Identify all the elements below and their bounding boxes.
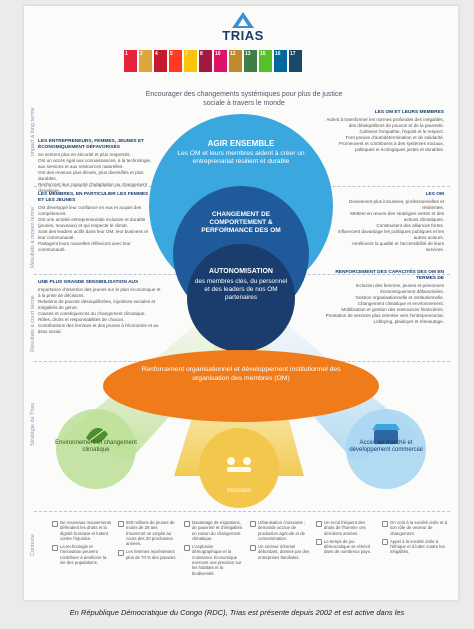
right-block-heading: LES OM ET LEURS MEMBRES	[374, 110, 444, 115]
right-block-impact	[326, 110, 444, 153]
left-block-line: Ont un accès égal aux connaissances, à la technologie, aux services et aux ressources naturelles.	[38, 158, 152, 169]
context-column	[52, 520, 112, 568]
infographic-page	[24, 6, 458, 600]
context-column	[184, 520, 244, 579]
sdg-goal-icon: 13	[244, 50, 257, 72]
left-block-court	[38, 280, 162, 335]
right-block-line: Deviennent plus inclusives, professionnelles et résilientes.	[349, 199, 444, 210]
context-icon	[250, 545, 256, 551]
left-block-moyen	[38, 192, 152, 253]
sdg-goal-icon: 10	[214, 50, 227, 72]
left-block-line: Importance d'insertion des jeunes sur le plan économique et à la prise de décisions.	[38, 287, 161, 298]
right-block-line: Améliorent la qualité et l'accessibilité de leurs services.	[351, 241, 444, 252]
context-column	[382, 520, 448, 558]
pillar-label-left: Environnement et changement climatique	[55, 440, 137, 453]
context-text: Le temps de jeu démocratique se rétrécit dans de nombreux pays.	[324, 538, 372, 555]
left-block-heading: UNE PLUS GRANDE SENSIBILISATION AUX	[38, 280, 139, 285]
context-text: Un recul fréquent des droits de l'homme ces dernières années.	[324, 520, 366, 536]
context-section	[52, 520, 454, 598]
context-column	[250, 520, 310, 563]
left-block-heading: LES ENTREPRENEURS, FEMMES, JEUNES ET ÉCONOMIQUEMENT DÉFAVORISÉS	[38, 139, 145, 150]
context-text: Un secteur informel débordant, dominé par des entreprises familiales.	[258, 544, 310, 560]
left-block-line: Relations de pouvoir déséquilibrées, injustices sociales et inégalités de genre.	[38, 299, 156, 310]
left-block-line: Contributions des femmes et des jeunes à l'économie et au tissu social.	[38, 323, 159, 334]
sdg-goal-icon: 2	[139, 50, 152, 72]
right-block-court	[324, 270, 444, 325]
sdg-goal-icon: 15	[259, 50, 272, 72]
right-block-line: Aident à transformer les normes profondes des inégalités, des déséquilibres de pouvoir et de la pauvreté.	[326, 117, 444, 128]
sdg-goal-icon: 16	[274, 50, 287, 72]
context-text: On croit à la société civile et à son rôle de vecteur de changement.	[390, 520, 448, 536]
left-block-line: Ont une activité entrepreneuriale inclusive et durable (jeunes, nouveaux) et qui respecte le climat.	[38, 217, 146, 228]
sdg-goal-icon: 1	[124, 50, 137, 72]
left-block-line: Causes et conséquences du changement climatique.	[38, 311, 146, 316]
sdg-goal-icon: 8	[199, 50, 212, 72]
side-label-moyen: Résultats à moyen terme	[30, 206, 36, 268]
side-label-impact: Impact à long terme	[30, 107, 36, 156]
brand-name: TRIAS	[222, 28, 264, 43]
context-icon	[118, 550, 124, 556]
right-block-line: Font preuve d'autodétermination et de solidarité.	[345, 135, 444, 140]
right-block-line: Cultivent l'empathie, l'équité et le respect.	[359, 129, 444, 134]
context-text: De nouveaux mouvements défendent les droits et la dignité humaine et luttent contre l'injustice.	[60, 520, 112, 541]
pillar-label-right: Accès au marché et développement commercial	[349, 440, 423, 453]
right-block-heading: LES OM	[425, 192, 444, 197]
right-block-line: Gestion organisationnelle et institutionnelle.	[355, 295, 444, 300]
headline: Encourager des changements systémiques pour plus de justice sociale à travers le monde	[145, 91, 343, 107]
left-block-line: Se sentent plus en sécurité et plus respectés.	[38, 152, 131, 157]
context-icon	[316, 521, 322, 527]
ellipse-text: Renforcement organisationnel et développement institutionnel des organisation des membres (OM)	[141, 366, 341, 382]
right-block-line: Prestation de services plus orientée vers l'entrepreneuriat.	[325, 313, 444, 318]
context-icon	[250, 521, 256, 527]
orange-ellipse	[103, 350, 379, 422]
context-icon	[184, 545, 190, 551]
stack-mid-title: CHANGEMENT DE COMPORTEMENT & PERFORMANCE DES OM	[201, 211, 281, 234]
left-block-line: Rôles, droits et responsabilités de chacun.	[38, 317, 125, 322]
context-text: 500 millions de jeunes de moins de 29 ans trouveront un emploi au cours des 20 prochaines années.	[126, 520, 175, 547]
context-icon	[52, 521, 58, 527]
context-icon	[52, 545, 58, 551]
context-text: Davantage de migrations, de pauvreté et d'inégalités en raison du changement climatique.	[192, 520, 243, 541]
stack-top	[174, 139, 308, 166]
context-icon	[316, 539, 322, 545]
page-caption: En République Démocratique du Congo (RDC), Trias est présente depuis 2002 et est active dans les	[69, 608, 405, 617]
context-icon	[382, 539, 388, 545]
stack-top-title: AGIR ENSEMBLE	[207, 139, 275, 148]
right-block-line: Construisent des alliances fortes.	[376, 223, 444, 228]
context-text: La technologie et l'innovation peuvent contribuer à améliorer la vie des populations.	[60, 544, 107, 566]
side-label-court: Résultats à court terme	[30, 295, 36, 352]
left-block-heading: LES MEMBRES, EN PARTICULIER LES FEMMES ET LES JEUNES	[38, 192, 149, 203]
context-column	[118, 520, 178, 563]
right-block-line: Influencent davantage les politiques publiques et les autres acteurs.	[337, 229, 444, 240]
side-label-strategie: Stratégie de Trias	[30, 402, 36, 446]
left-block-line: Sont des leaders actifs dans leur OM, leur business et leur communauté.	[38, 229, 149, 240]
pillar-label-center: Inclusion	[227, 488, 251, 494]
sdg-goal-icon: 7	[184, 50, 197, 72]
sdg-goal-icon: 5	[169, 50, 182, 72]
stack-low	[194, 268, 288, 302]
context-icon	[118, 521, 124, 527]
right-block-line: Promeuvent et contribuent à des systèmes sociaux, politiques et écologiques justes et durables.	[338, 141, 444, 152]
context-text: Appel à la société civile à l'éthique et à lutter contre les inégalités.	[390, 538, 445, 555]
sdg-goal-icon: 12	[229, 50, 242, 72]
right-block-line: Inclusion des femmes, jeunes et personnes économiquement défavorisées.	[355, 283, 444, 294]
right-block-line: Changement climatique et environnement.	[357, 301, 444, 306]
sdg-goal-icon: 4	[154, 50, 167, 72]
context-icon	[382, 521, 388, 527]
right-block-line: Lobbying, plaidoyer et réseautage.	[373, 319, 444, 324]
context-icon	[184, 521, 190, 527]
stack-low-body: des membres clés, du personnel et des leaders de nos OM partenaires	[194, 278, 288, 301]
context-text: L'explosion démographique et la croissance économique exercent une pression sur les habitats et la biodiversité.	[192, 544, 242, 576]
right-block-moyen	[336, 192, 444, 253]
right-block-line: Mobilisation et gestion des ressources financières.	[341, 307, 444, 312]
context-column	[316, 520, 376, 558]
stack-top-body: Les OM et leurs membres aident à créer un entreprenariat résilient et durable	[177, 150, 305, 165]
right-block-line: Mettent en œuvre des stratégies vertes et des actions climatiques.	[350, 211, 444, 222]
side-label-contexte: Contexte	[30, 533, 36, 556]
context-text: Urbanisation croissante ; demande accrue de production agricole et de consommation.	[258, 520, 306, 541]
left-block-line: Ont développé leur confiance en eux et acquis des compétences.	[38, 205, 142, 216]
context-text: Les femmes représentent plus de 70 % des pauvres.	[126, 549, 177, 560]
left-block-impact	[38, 139, 156, 194]
left-block-line: Renforcent leur capacité d'adaptation au changement climatique.	[38, 182, 147, 193]
right-block-heading: RENFORCEMENT DES CAPACITÉS DES OM EN TERMES DE	[335, 270, 444, 281]
stack-low-title: AUTONOMISATION	[209, 268, 273, 275]
left-block-line: Partagent leurs nouvelles réflexions avec leur communauté.	[38, 241, 131, 252]
left-block-line: Ont des revenus plus élevés, plus diversifiés et plus durables.	[38, 170, 144, 181]
sdg-goal-icon: 17	[289, 50, 302, 72]
